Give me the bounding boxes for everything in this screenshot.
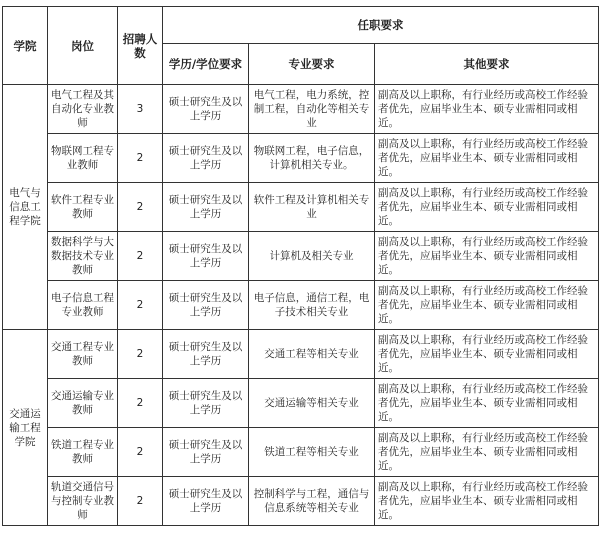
- major-cell: 计算机及相关专业: [249, 232, 375, 281]
- other-cell: 副高及以上职称，有行业经历或高校工作经验者优先，应届毕业生本、硕专业需相同或相近。: [375, 379, 599, 428]
- count-cell: 2: [118, 281, 163, 330]
- table-row: [3, 379, 599, 428]
- major-cell: 电子信息，通信工程，电子技术相关专业: [249, 281, 375, 330]
- header-degree: 学历/学位要求: [163, 44, 249, 85]
- count-cell: 2: [118, 428, 163, 477]
- position-cell: 电子信息工程专业教师: [48, 281, 118, 330]
- major-cell: 电气工程，电力系统，控制工程，自动化等相关专业: [249, 85, 375, 134]
- other-cell: 副高及以上职称，有行业经历或高校工作经验者优先，应届毕业生本、硕专业需相同或相近。: [375, 281, 599, 330]
- position-cell: 轨道交通信号与控制专业教师: [48, 477, 118, 526]
- table-row: [3, 428, 599, 477]
- major-cell: 铁道工程等相关专业: [249, 428, 375, 477]
- other-cell: 副高及以上职称，有行业经历或高校工作经验者优先，应届毕业生本、硕专业需相同或相近。: [375, 183, 599, 232]
- major-cell: 控制科学与工程，通信与信息系统等相关专业: [249, 477, 375, 526]
- degree-cell: 硕士研究生及以上学历: [163, 330, 249, 379]
- header-college: 学院: [3, 7, 48, 85]
- position-cell: 交通工程专业教师: [48, 330, 118, 379]
- header-count: 招聘人数: [118, 7, 163, 85]
- other-cell: 副高及以上职称，有行业经历或高校工作经验者优先，应届毕业生本、硕专业需相同或相近。: [375, 477, 599, 526]
- college-cell: 交通运输工程学院: [3, 330, 48, 526]
- other-cell: 副高及以上职称，有行业经历或高校工作经验者优先，应届毕业生本、硕专业需相同或相近。: [375, 428, 599, 477]
- degree-cell: 硕士研究生及以上学历: [163, 85, 249, 134]
- recruitment-table: [2, 6, 599, 526]
- degree-cell: 硕士研究生及以上学历: [163, 183, 249, 232]
- position-cell: 电气工程及其自动化专业教师: [48, 85, 118, 134]
- position-cell: 数据科学与大数据技术专业教师: [48, 232, 118, 281]
- count-cell: 2: [118, 134, 163, 183]
- degree-cell: 硕士研究生及以上学历: [163, 379, 249, 428]
- count-cell: 2: [118, 183, 163, 232]
- count-cell: 2: [118, 477, 163, 526]
- count-cell: 2: [118, 232, 163, 281]
- header-position: 岗位: [48, 7, 118, 85]
- table-row: [3, 477, 599, 526]
- position-cell: 物联网工程专业教师: [48, 134, 118, 183]
- count-cell: 3: [118, 85, 163, 134]
- header-other: 其他要求: [375, 44, 599, 85]
- header-major: 专业要求: [249, 44, 375, 85]
- table-row: [3, 134, 599, 183]
- table-row: [3, 281, 599, 330]
- position-cell: 铁道工程专业教师: [48, 428, 118, 477]
- major-cell: 交通工程等相关专业: [249, 330, 375, 379]
- other-cell: 副高及以上职称，有行业经历或高校工作经验者优先，应届毕业生本、硕专业需相同或相近。: [375, 330, 599, 379]
- table-row: [3, 330, 599, 379]
- position-cell: 软件工程专业教师: [48, 183, 118, 232]
- major-cell: 交通运输等相关专业: [249, 379, 375, 428]
- position-cell: 交通运输专业教师: [48, 379, 118, 428]
- other-cell: 副高及以上职称，有行业经历或高校工作经验者优先，应届毕业生本、硕专业需相同或相近。: [375, 85, 599, 134]
- degree-cell: 硕士研究生及以上学历: [163, 134, 249, 183]
- other-cell: 副高及以上职称，有行业经历或高校工作经验者优先，应届毕业生本、硕专业需相同或相近。: [375, 134, 599, 183]
- table-row: [3, 232, 599, 281]
- table-row: [3, 85, 599, 134]
- recruitment-document: [2, 6, 598, 534]
- count-cell: 2: [118, 330, 163, 379]
- table-row: [3, 183, 599, 232]
- degree-cell: 硕士研究生及以上学历: [163, 281, 249, 330]
- degree-cell: 硕士研究生及以上学历: [163, 477, 249, 526]
- count-cell: 2: [118, 379, 163, 428]
- degree-cell: 硕士研究生及以上学历: [163, 232, 249, 281]
- major-cell: 物联网工程，电子信息，计算机相关专业。: [249, 134, 375, 183]
- header-requirements: 任职要求: [163, 7, 599, 44]
- other-cell: 副高及以上职称，有行业经历或高校工作经验者优先，应届毕业生本、硕专业需相同或相近。: [375, 232, 599, 281]
- major-cell: 软件工程及计算机相关专业: [249, 183, 375, 232]
- degree-cell: 硕士研究生及以上学历: [163, 428, 249, 477]
- college-cell: 电气与信息工程学院: [3, 85, 48, 330]
